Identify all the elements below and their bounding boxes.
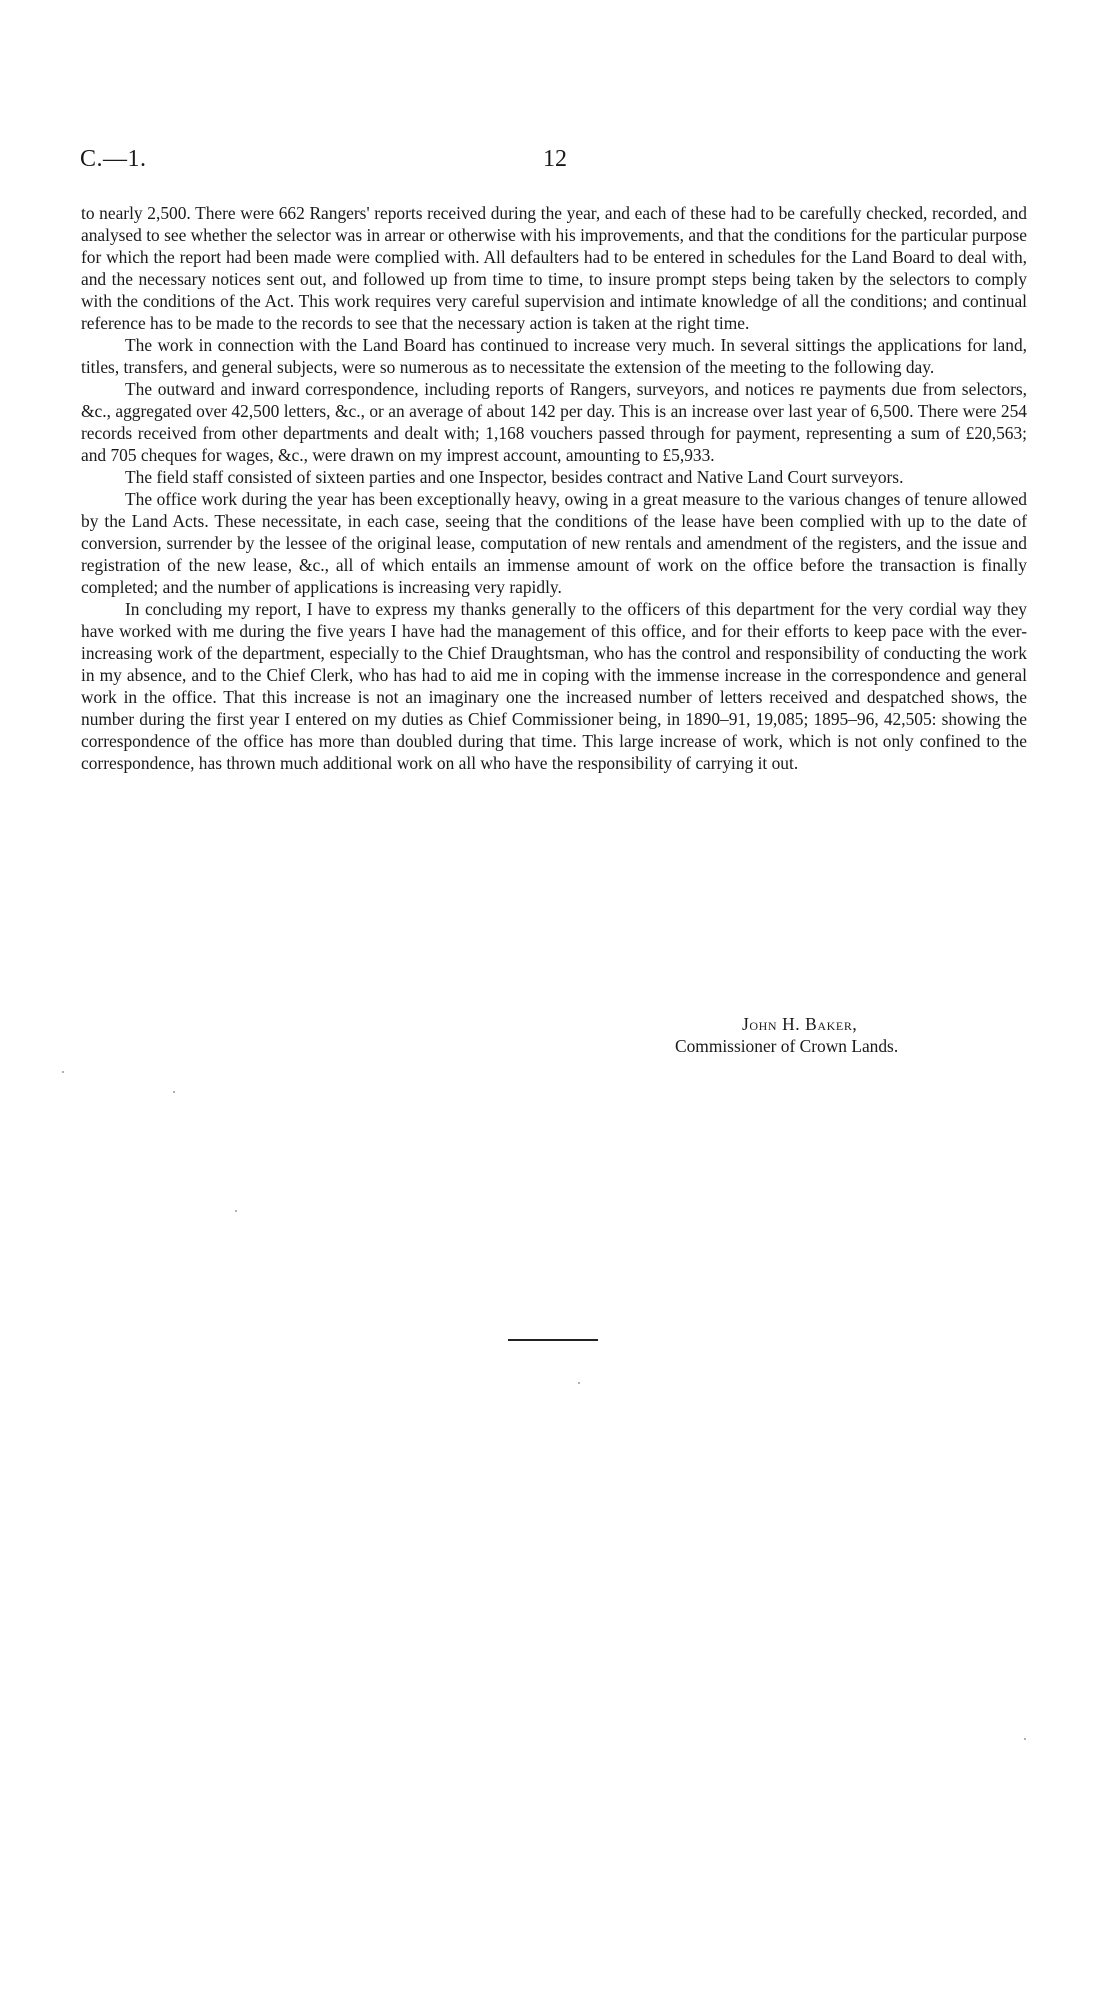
signatory-name: John H. Baker, (742, 1014, 858, 1034)
paragraph-field-staff: The field staff consisted of sixteen parties and one Inspector, besides contract and Native Land Court surveyors. (125, 467, 904, 487)
scan-speck (578, 1382, 580, 1384)
closing-rule (508, 1339, 598, 1341)
paragraph-conclusion: In concluding my report, I have to express my thanks generally to the officers of this department for the very cordial way they have worked with me during the five years I have had the management of this office, and for their efforts to keep pace with the ever-increasing work of the department, especially to the Chief Draughtsman, who has the control and responsibility of conducting the work in my absence, and to the Chief Clerk, who has had to aid me in coping with the immense increase in the correspondence and general work in the office. That this increase is not an imaginary one the increased number of letters received and despatched shows, the number during the first year I entered on my duties as Chief Commissioner being, in 1890–91, 19,085; 1895–96, 42,505: showing the correspondence of the office has more than doubled during that time. This large increase of work, which is not only confined to the correspondence, has thrown much additional work on all who have the responsibility of carrying it out. (81, 599, 1027, 773)
paragraph-office-work: The office work during the year has been exceptionally heavy, owing in a great measure to the various changes of tenure allowed by the Land Acts. These necessitate, in each case, seeing that the conditions of the lease have been complied with up to the date of conversion, surrender by the lessee of the original lease, computation of new rentals and amendment of the registers, and the issue and registration of the new lease, &c., all of which entails an immense amount of work on the office before the transaction is finally completed; and the number of applications is increasing very rapidly. (81, 489, 1027, 597)
report-body (81, 202, 1027, 774)
signatory-title: Commissioner of Crown Lands. (675, 1036, 899, 1056)
paragraph-land-board: The work in connection with the Land Board has continued to increase very much. In several sittings the applications for land, titles, transfers, and general subjects, were so numerous as to necessitate the extension of the meeting to the following day. (81, 335, 1027, 377)
signature-block (675, 1013, 1035, 1057)
document-reference: C.—1. (80, 146, 147, 172)
paragraph-correspondence: The outward and inward correspondence, including reports of Rangers, surveyors, and notices re payments due from selectors, &c., aggregated over 42,500 letters, &c., or an average of about 142 per day. This is an increase over last year of 6,500. There were 254 records received from other departments and dealt with; 1,168 vouchers passed through for payment, representing a sum of £20,563; and 705 cheques for wages, &c., were drawn on my imprest account, amounting to £5,933. (81, 379, 1027, 465)
paragraph-continued: to nearly 2,500. There were 662 Rangers' reports received during the year, and each of these had to be carefully checked, recorded, and analysed to see whether the selector was in arrear or otherwise with his improvements, and that the conditions for the particular purpose for which the report had been made were complied with. All defaulters had to be entered in schedules for the Land Board to deal with, and the necessary notices sent out, and followed up from time to time, to insure prompt steps being taken by the selectors to comply with the conditions of the Act. This work requires very careful supervision and intimate knowledge of all the conditions; and continual reference has to be made to the records to see that the necessary action is taken at the right time. (81, 203, 1027, 333)
scan-speck (173, 1091, 175, 1093)
scan-speck (62, 1071, 64, 1073)
scan-speck (1024, 1738, 1026, 1740)
scan-speck (235, 1210, 237, 1212)
page-number: 12 (543, 146, 567, 172)
